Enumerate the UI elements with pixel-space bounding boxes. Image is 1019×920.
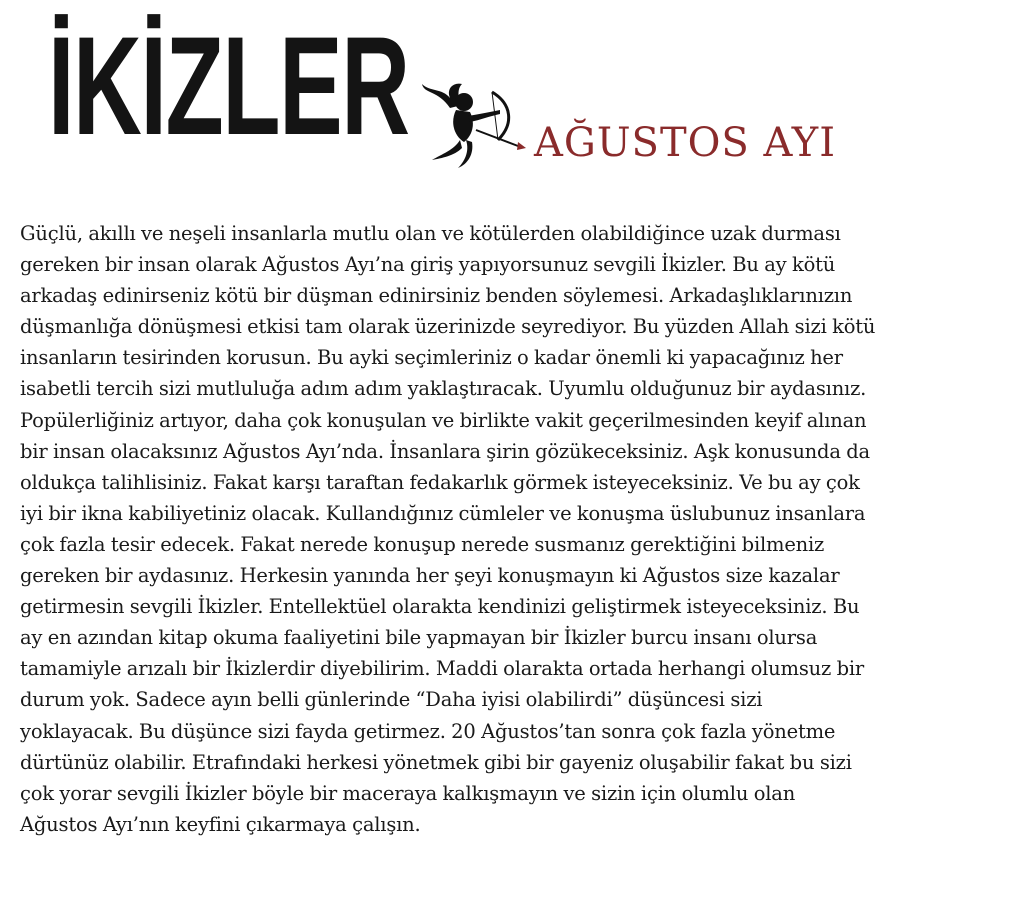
month-heading: AĞUSTOS AYI: [534, 120, 837, 166]
article-line: arkadaş edinirseniz kötü bir düşman edinirsiniz benden söylemesi. Arkadaşlıklarınızın: [20, 284, 853, 308]
article-body: [20, 218, 1010, 840]
article-line: Ağustos Ayı’nın keyfini çıkarmaya çalışın.: [20, 812, 421, 836]
article-line: gereken bir aydasınız. Herkesin yanında her şeyi konuşmayın ki Ağustos size kazalar: [20, 564, 840, 588]
article-line: dürtünüz olabilir. Etrafındaki herkesi yönetmek gibi bir gayeniz oluşabilir fakat bu sizi: [20, 750, 852, 774]
cupid-icon: [420, 80, 530, 170]
article-line: ay en azından kitap okuma faaliyetini bile yapmayan bir İkizler burcu insanı olursa: [20, 626, 818, 650]
article-line: Güçlü, akıllı ve neşeli insanlarla mutlu olan ve kötülerden olabildiğince uzak durması: [20, 222, 841, 245]
article-line: tamamiyle arızalı bir İkizlerdir diyebilirim. Maddi olarakta ortada herhangi olumsuz bir: [20, 657, 865, 681]
article-line: gereken bir insan olarak Ağustos Ayı’na giriş yapıyorsunuz sevgili İkizler. Bu ay kötü: [20, 253, 836, 277]
page-title: İKİZLER: [48, 7, 409, 164]
article-line: getirmesin sevgili İkizler. Entellektüel olarakta kendinizi geliştirmek isteyeceksiniz. Bu: [20, 595, 860, 619]
article-line: durum yok. Sadece ayın belli günlerinde “Daha iyisi olabilirdi” düşüncesi sizi: [20, 688, 763, 712]
article-line: oldukça talihlisiniz. Fakat karşı taraftan fedakarlık görmek isteyeceksiniz. Ve bu ay çok: [20, 470, 860, 494]
article-line: yoklayacak. Bu düşünce sizi fayda getirmez. 20 Ağustos’tan sonra çok fazla yönetme: [20, 719, 836, 743]
article-line: bir insan olacaksınız Ağustos Ayı’nda. İnsanlara şirin gözükeceksiniz. Aşk konusunda da: [20, 439, 870, 463]
article-line: insanların tesirinden korusun. Bu ayki seçimleriniz o kadar önemli ki yapacağınız her: [20, 346, 843, 370]
article-line: düşmanlığa dönüşmesi etkisi tam olarak üzerinizde seyrediyor. Bu yüzden Allah sizi kötü: [20, 315, 876, 339]
article-line: iyi bir ikna kabiliyetiniz olacak. Kullandığınız cümleler ve konuşma üslubunuz insanlara: [20, 501, 866, 525]
article-line: Popülerliğiniz artıyor, daha çok konuşulan ve birlikte vakit geçerilmesinden keyif alınan: [20, 408, 867, 432]
article-line: isabetli tercih sizi mutluluğa adım adım yaklaştıracak. Uyumlu olduğunuz bir aydasınız.: [20, 377, 867, 401]
article-line: çok yorar sevgili İkizler böyle bir maceraya kalkışmayın ve sizin için olumlu olan: [20, 781, 796, 805]
article-line: çok fazla tesir edecek. Fakat nerede konuşup nerede susmanız gerektiğini bilmeniz: [20, 532, 825, 556]
